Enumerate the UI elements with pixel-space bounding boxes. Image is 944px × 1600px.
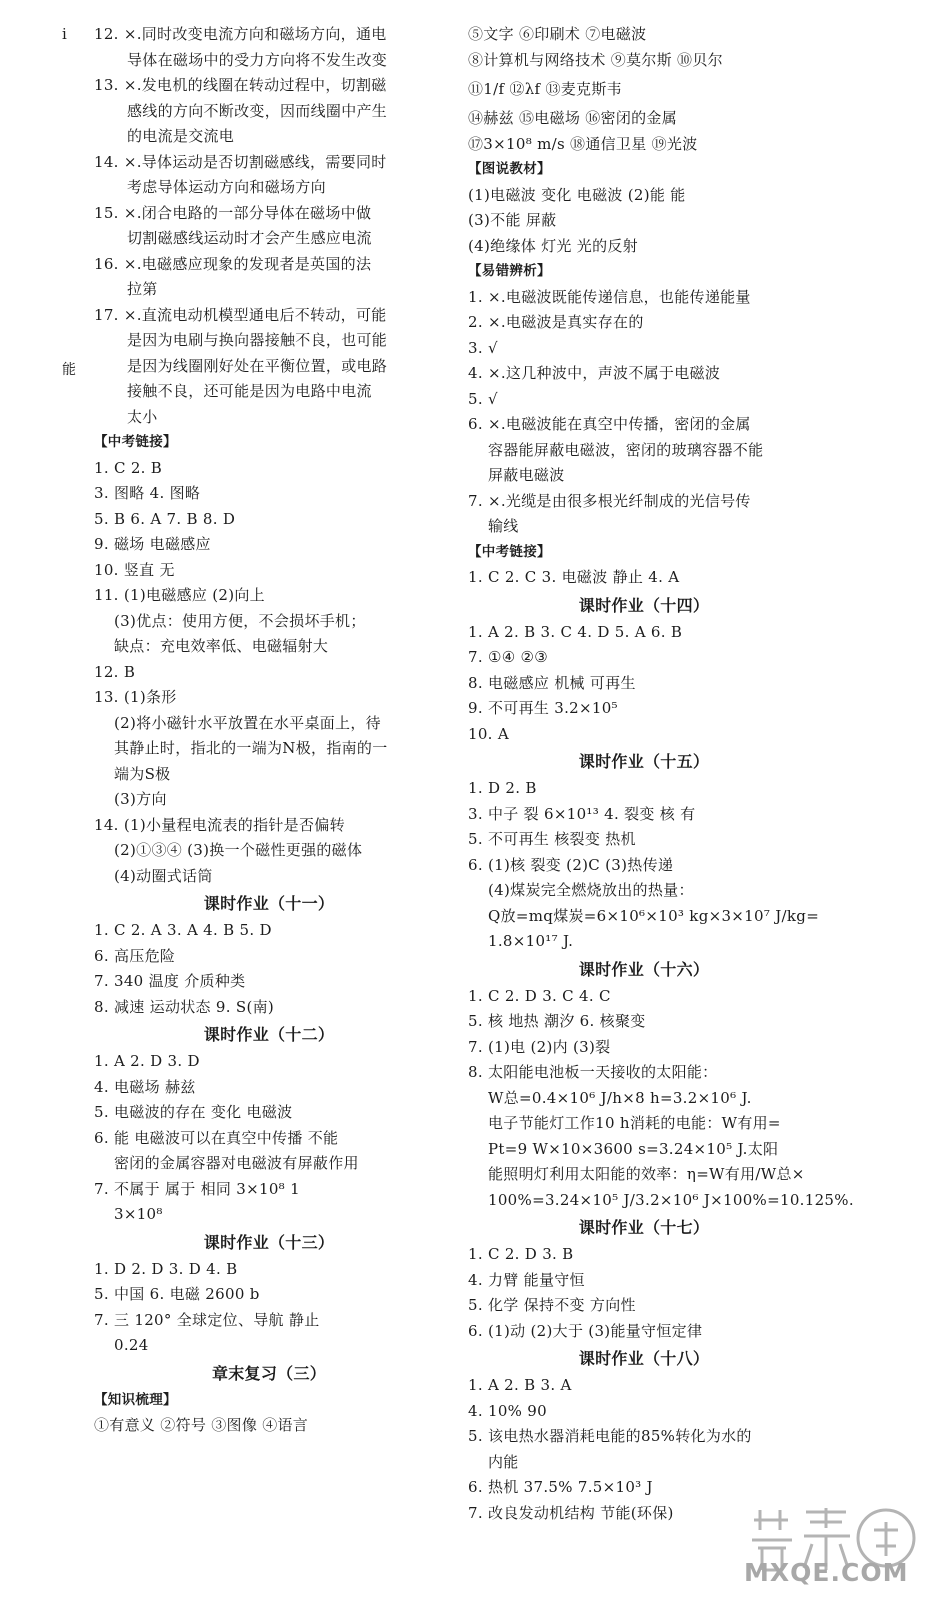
answer-line: 1. D 2. D 3. D 4. B xyxy=(94,1259,238,1278)
answer-line: 14. ×.导体运动是否切割磁感线，需要同时 xyxy=(94,152,387,171)
answer-line: 6. (1)核 裂变 (2)C (3)热传递 xyxy=(468,855,674,874)
answer-line: 4. ×.这几种波中，声波不属于电磁波 xyxy=(468,364,721,382)
answer-line: 12. ×.同时改变电流方向和磁场方向，通电 xyxy=(94,25,387,43)
answer-line: 3×10⁸ xyxy=(114,1205,163,1223)
section-title: 课时作业（十七） xyxy=(578,1218,710,1237)
section-heading: 【中考链接】 xyxy=(468,543,551,560)
answer-line: ⑤文字 ⑥印刷术 ⑦电磁波 xyxy=(468,25,647,43)
left-column xyxy=(94,22,444,1439)
answer-line: Q放=mq煤炭=6×10⁶×10³ kg×3×10⁷ J/kg= xyxy=(488,906,820,925)
answer-line: (3)优点：使用方便，不会损坏手机； xyxy=(114,611,366,630)
answer-line: 1. C 2. D 3. B xyxy=(468,1245,574,1263)
answer-line: (3)方向 xyxy=(114,790,167,808)
answer-line: 2. ×.电磁波是真实存在的 xyxy=(468,313,644,331)
answer-line: ⑪1/f ⑫λf ⑬麦克斯韦 xyxy=(468,80,622,98)
answer-line: ⑰3×10⁸ m/s ⑱通信卫星 ⑲光波 xyxy=(468,134,698,153)
answer-line: 8. 太阳能电池板一天接收的太阳能： xyxy=(468,1063,718,1081)
answer-line: (4)动圈式话筒 xyxy=(114,866,213,885)
answer-line: 1. A 2. D 3. D xyxy=(94,1052,200,1070)
answer-line: 1. D 2. B xyxy=(468,779,537,797)
answer-line: 拉第 xyxy=(127,280,158,298)
answer-line: 考虑导体运动方向和磁场方向 xyxy=(127,178,326,196)
section-heading: 【易错辨析】 xyxy=(468,263,551,279)
answer-line: 缺点：充电效率低、电磁辐射大 xyxy=(114,637,329,655)
answer-line: 13. (1)条形 xyxy=(94,688,177,706)
section-title: 课时作业（十六） xyxy=(578,959,710,979)
answer-line: 11. (1)电磁感应 (2)向上 xyxy=(94,586,265,604)
right-column xyxy=(468,22,854,1526)
answer-line: 输线 xyxy=(488,517,519,535)
answer-line: Pt=9 W×10×3600 s=3.24×10⁵ J.太阳 xyxy=(488,1139,779,1158)
answer-line: 内能 xyxy=(488,1452,519,1471)
answer-line: 屏蔽电磁波 xyxy=(488,466,565,484)
margin-note-side: 能 xyxy=(62,362,76,378)
answer-line: 容器能屏蔽电磁波，密闭的玻璃容器不能 xyxy=(488,440,764,459)
answer-line: 太小 xyxy=(127,407,158,426)
watermark-text: MXQE.COM xyxy=(744,1558,909,1587)
answer-line: 是因为线圈刚好处在平衡位置，或电路 xyxy=(127,356,388,375)
answer-line: 15. ×.闭合电路的一部分导体在磁场中做 xyxy=(94,203,372,222)
answer-line: 16. ×.电磁感应现象的发现者是英国的法 xyxy=(94,254,372,273)
answer-line: 1. A 2. B 3. A xyxy=(468,1376,572,1394)
answer-line: ①有意义 ②符号 ③图像 ④语言 xyxy=(94,1416,309,1434)
answer-line: 7. 340 温度 介质种类 xyxy=(94,972,246,990)
answer-line: 1. A 2. B 3. C 4. D 5. A 6. B xyxy=(468,622,683,641)
answer-line: 1. C 2. D 3. C 4. C xyxy=(468,986,611,1005)
section-heading: 【中考链接】 xyxy=(94,434,177,450)
answer-line: 4. 10% 90 xyxy=(468,1401,547,1420)
answer-line: 5. 核 地热 潮汐 6. 核聚变 xyxy=(468,1012,646,1030)
answer-line: 切割磁感线运动时才会产生感应电流 xyxy=(127,229,372,247)
answer-line: (3)不能 屏蔽 xyxy=(468,211,557,229)
answer-line: 9. 不可再生 3.2×10⁵ xyxy=(468,699,618,717)
answer-line: 7. 改良发动机结构 节能(环保) xyxy=(468,1503,674,1522)
answer-line: ⑭赫兹 ⑮电磁场 ⑯密闭的金属 xyxy=(468,109,678,127)
answer-line: (4)煤炭完全燃烧放出的热量： xyxy=(488,881,694,899)
answer-line: (2)将小磁针水平放置在水平桌面上，待 xyxy=(114,713,381,732)
answer-line: 17. ×.直流电动机模型通电后不转动，可能 xyxy=(94,305,387,324)
section-heading: 【图说教材】 xyxy=(468,161,551,177)
answer-line: 5. 不可再生 核裂变 热机 xyxy=(468,830,636,848)
answer-line: 6. ×.电磁波能在真空中传播，密闭的金属 xyxy=(468,415,751,433)
section-title: 课时作业（十一） xyxy=(203,894,335,913)
answer-line: 10. 竖直 无 xyxy=(94,560,175,579)
answer-line: 感线的方向不断改变，因而线圈中产生 xyxy=(127,101,388,120)
answer-line: 3. 中子 裂 6×10¹³ 4. 裂变 核 有 xyxy=(468,804,696,823)
answer-line: 其静止时，指北的一端为N极，指南的一 xyxy=(114,739,388,757)
answer-line: 6. (1)动 (2)大于 (3)能量守恒定律 xyxy=(468,1321,703,1340)
answer-line: 100%=3.24×10⁵ J/3.2×10⁶ J×100%=10.125%. xyxy=(488,1190,854,1209)
answer-line: 7. (1)电 (2)内 (3)裂 xyxy=(468,1037,611,1056)
answer-line: (4)绝缘体 灯光 光的反射 xyxy=(468,236,638,255)
answer-line: 7. 不属于 属于 相同 3×10⁸ 1 xyxy=(94,1179,300,1198)
answer-line: W总=0.4×10⁶ J/h×8 h=3.2×10⁶ J. xyxy=(488,1088,752,1107)
answer-line: 5. 该电热水器消耗电能的85%转化为水的 xyxy=(468,1427,752,1445)
answer-line: 1. ×.电磁波既能传递信息，也能传递能量 xyxy=(468,287,751,306)
answer-line: 5. 化学 保持不变 方向性 xyxy=(468,1296,636,1314)
section-heading: 【知识梳理】 xyxy=(94,1391,177,1408)
answer-line: 3. 图略 4. 图略 xyxy=(94,484,201,502)
answer-line: 能照明灯利用太阳能的效率：η=W有用/W总× xyxy=(488,1165,805,1183)
answer-line: (1)电磁波 变化 电磁波 (2)能 能 xyxy=(468,185,686,204)
answer-line: 9. 磁场 电磁感应 xyxy=(94,535,211,553)
answer-line: 7. ×.光缆是由很多根光纤制成的光信号传 xyxy=(468,491,751,510)
section-title: 章末复习（三） xyxy=(211,1363,327,1383)
answer-line: 端为S极 xyxy=(114,764,171,783)
answer-line: 5. 中国 6. 电磁 2600 b xyxy=(94,1285,260,1303)
answer-line: 3. √ xyxy=(468,338,498,357)
answer-line: 12. B xyxy=(94,662,136,681)
section-title: 课时作业（十四） xyxy=(578,595,710,615)
answer-line: 接触不良，还可能是因为电路中电流 xyxy=(127,382,372,400)
answer-line: 6. 热机 37.5% 7.5×10³ J xyxy=(468,1478,653,1496)
answer-line: 5. B 6. A 7. B 8. D xyxy=(94,509,236,528)
section-title: 课时作业（十二） xyxy=(203,1025,335,1044)
answer-line: (2)①③④ (3)换一个磁性更强的磁体 xyxy=(114,841,363,859)
section-title: 课时作业（十五） xyxy=(578,752,710,771)
answer-line: 8. 减速 运动状态 9. S(南) xyxy=(94,997,275,1016)
answer-line: 1. C 2. B xyxy=(94,458,163,477)
answer-line: 14. (1)小量程电流表的指针是否偏转 xyxy=(94,815,345,834)
answer-line: 5. 电磁波的存在 变化 电磁波 xyxy=(94,1103,293,1121)
answer-line: 的电流是交流电 xyxy=(127,127,235,145)
answer-line: 5. √ xyxy=(468,389,498,408)
answer-line: 1. C 2. C 3. 电磁波 静止 4. A xyxy=(468,568,680,586)
answer-line: 7. ①④ ②③ xyxy=(468,648,549,666)
answer-line: 6. 能 电磁波可以在真空中传播 不能 xyxy=(94,1128,339,1147)
answer-line: 导体在磁场中的受力方向将不发生改变 xyxy=(127,50,388,69)
answer-line: 密闭的金属容器对电磁波有屏蔽作用 xyxy=(114,1154,359,1172)
answer-line: 13. ×.发电机的线圈在转动过程中，切割磁 xyxy=(94,76,387,94)
answer-line: 10. A xyxy=(468,724,509,743)
section-title: 课时作业（十三） xyxy=(203,1232,335,1252)
answer-line: 电子节能灯工作10 h消耗的电能：W有用= xyxy=(488,1114,781,1132)
answer-line: 是因为电刷与换向器接触不良，也可能 xyxy=(127,331,388,349)
answer-line: 8. 电磁感应 机械 可再生 xyxy=(468,673,636,692)
margin-note-top: i xyxy=(62,25,67,43)
answer-line: 7. 三 120° 全球定位、导航 静止 xyxy=(94,1310,320,1329)
answer-line: 1. C 2. A 3. A 4. B 5. D xyxy=(94,921,272,939)
answer-line: 4. 力臂 能量守恒 xyxy=(468,1270,585,1289)
section-title: 课时作业（十八） xyxy=(578,1349,710,1368)
answer-line: 0.24 xyxy=(114,1336,149,1354)
answer-line: 1.8×10¹⁷ J. xyxy=(488,932,574,950)
answer-line: ⑧计算机与网络技术 ⑨莫尔斯 ⑩贝尔 xyxy=(468,50,723,69)
answer-line: 6. 高压危险 xyxy=(94,946,176,965)
answer-line: 4. 电磁场 赫兹 xyxy=(94,1077,196,1096)
